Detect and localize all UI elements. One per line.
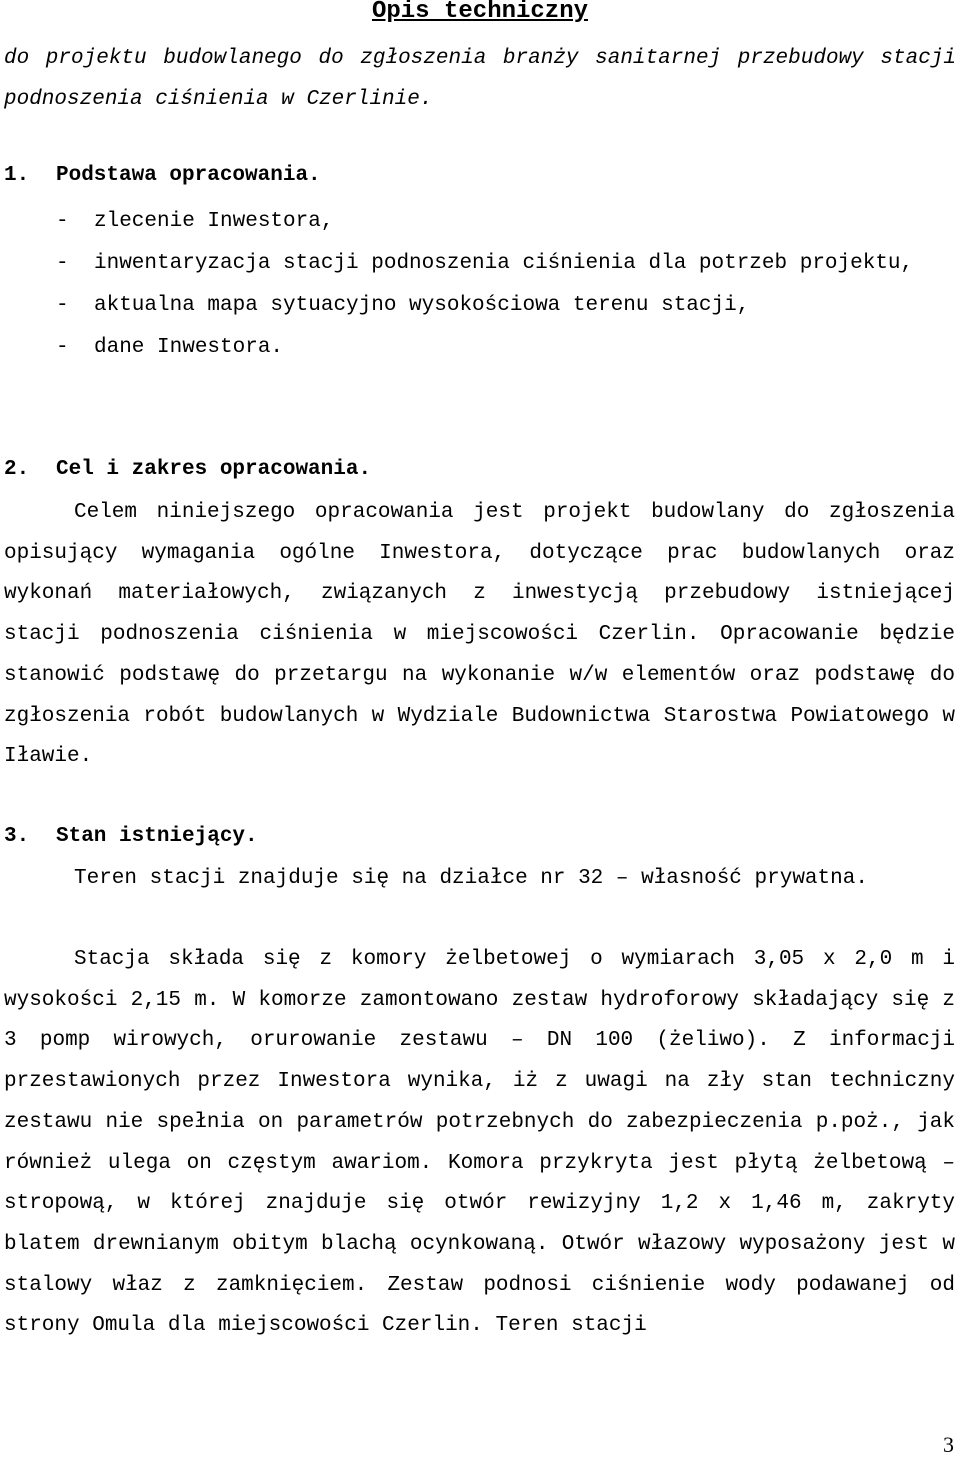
list-item: - dane Inwestora. <box>56 327 956 369</box>
section-1-heading <box>4 160 321 192</box>
section-3-paragraph-2: Stacja składa się z komory żelbetowej o wymiarach 3,05 x 2,0 m i wysokości 2,15 m. W komorze zamontowano zestaw hydroforowy składający się z 3 pomp wirowych, orurowanie zestawu – DN 100 (żeliwo). Z informacji przestawionych przez Inwestora wynika, iż z uwagi na zły stan techniczny zestawu nie spełnia on parametrów potrzebnych do zabezpieczenia p.poż., jak również ulega on częstym awariom. Komora przykryta jest płytą żelbetową – stropową, w której znajduje się otwór rewizyjny 1,2 x 1,46 m, zakryty blatem drewnianym obitym blachą ocynkowaną. Otwór włazowy wyposażony jest w stalowy właz z zamknięciem. Zestaw podnosi ciśnienie wody podawanej od strony Omula dla miejscowości Czerlin. Teren stacji <box>4 948 955 1338</box>
page-number: 3 <box>943 1432 954 1457</box>
section-number: 2. <box>4 458 30 481</box>
document-subtitle: do projektu budowlanego do zgłoszenia branży sanitarnej przebudowy stacji podnoszenia ciśnienia w Czerlinie. <box>4 47 956 111</box>
section-1-bullet-list <box>56 201 956 369</box>
list-item: - aktualna mapa sytuacyjno wysokościowa terenu stacji, <box>56 285 956 327</box>
section-3-paragraph-1: Teren stacji znajduje się na działce nr 32 – własność prywatna. <box>74 867 868 890</box>
section-title: Podstawa opracowania. <box>56 164 321 187</box>
section-3-heading <box>4 821 258 853</box>
section-2-heading <box>4 454 371 486</box>
section-number: 3. <box>4 825 30 848</box>
list-item-text: inwentaryzacja stacji podnoszenia ciśnienia dla potrzeb projektu, <box>94 252 914 275</box>
section-number: 1. <box>4 164 30 187</box>
section-2-paragraph: Celem niniejszego opracowania jest projekt budowlany do zgłoszenia opisujący wymagania ogólne Inwestora, dotyczące prac budowlanych oraz wykonań materiałowych, związanych z inwestycją przebudowy istniejącej stacji podnoszenia ciśnienia w miejscowości Czerlin. Opracowanie będzie stanowić podstawę do przetargu na wykonanie w/w elementów oraz podstawę do zgłoszenia robót budowlanych w Wydziale Budownictwa Starostwa Powiatowego w Iławie. <box>4 501 955 769</box>
section-title: Stan istniejący. <box>56 825 258 848</box>
list-item: - zlecenie Inwestora, <box>56 201 956 243</box>
document-title: Opis techniczny <box>371 0 589 25</box>
list-item <box>56 243 956 285</box>
section-title: Cel i zakres opracowania. <box>56 458 372 481</box>
